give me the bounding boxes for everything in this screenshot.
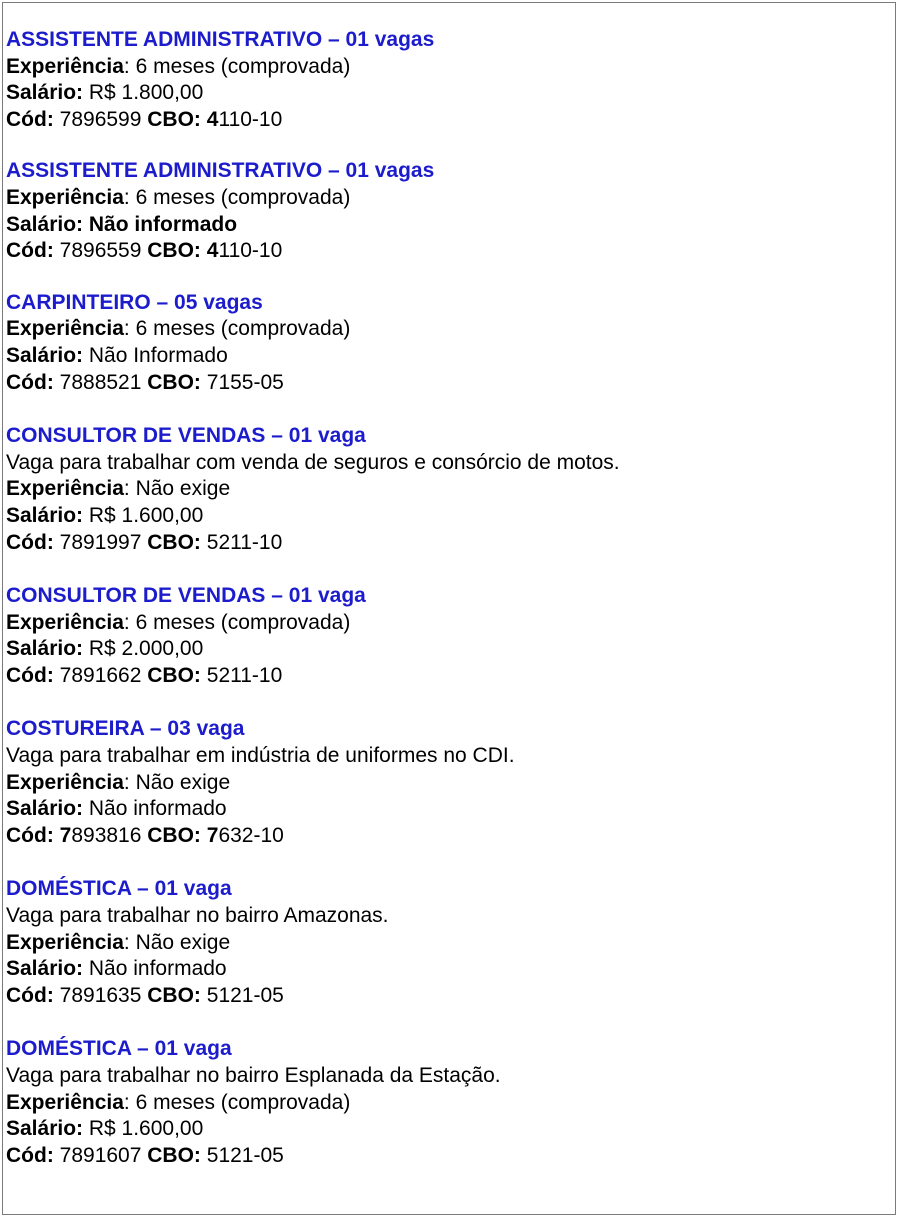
job-code [6,983,886,1010]
job-salary [6,343,886,370]
cbo-value: 110-10 [218,239,283,263]
cbo-label: CBO: [147,823,207,847]
salary-label: Salário: [6,81,84,105]
cbo-value: 632-10 [218,823,284,847]
salary-value: R$ 1.600,00 [83,503,204,527]
salary-value: R$ 1.800,00 [83,81,204,105]
cbo-label: CBO: [147,107,207,131]
job-salary [6,636,886,663]
job-title: DOMÉSTICA – 01 vaga [6,877,232,901]
job-entry [6,158,886,264]
salary-label: Salário: [6,503,84,527]
job-description: Vaga para trabalhar com venda de seguros e consórcio de motos. [6,450,620,474]
job-experience [6,1090,886,1117]
job-code [6,1143,886,1170]
cbo-value: 5121-05 [200,1143,284,1167]
job-description: Vaga para trabalhar no bairro Esplanada da Estação. [6,1064,501,1087]
salary-value: Não Informado [83,343,228,367]
job-experience [6,185,886,212]
job-salary [6,796,886,823]
job-experience [6,930,886,957]
cod-label: Cód: [6,107,54,131]
cod-value: 7896599 [53,107,148,131]
cod-label: Cód: [6,663,54,687]
cod-value: 7891662 [53,663,148,687]
cod-value: 7891635 [53,983,148,1007]
cbo-value-emphasis: 4 [206,107,219,131]
salary-value: R$ 1.600,00 [83,1117,204,1141]
salary-value: Não informado [83,212,238,236]
job-salary [6,80,886,107]
experience-label: Experiência [6,770,124,794]
job-salary [6,1116,886,1143]
cod-value: 893816 [71,823,148,847]
salary-value: R$ 2.000,00 [83,637,204,661]
job-entry [6,423,886,556]
experience-value: : Não exige [123,930,231,954]
salary-label: Salário: [6,797,84,821]
cod-label: Cód: [6,823,60,847]
cbo-value: 5211-10 [200,663,283,687]
job-entry [6,716,886,849]
job-entry [6,290,886,396]
cbo-value-emphasis: 4 [206,239,219,263]
job-experience [6,316,886,343]
job-salary [6,503,886,530]
cod-value: 7891607 [53,1143,148,1167]
salary-label: Salário: [6,1117,84,1141]
job-experience [6,476,886,503]
salary-value: Não informado [83,957,227,981]
job-title: CONSULTOR DE VENDAS – 01 vaga [6,424,366,448]
job-code [6,823,886,850]
job-experience [6,610,886,637]
job-title: ASSISTENTE ADMINISTRATIVO – 01 vagas [6,159,435,183]
job-code [6,663,886,690]
cod-value: 7896559 [53,239,148,263]
cod-label: Cód: [6,983,54,1007]
job-entry [6,583,886,689]
experience-value: : 6 meses (comprovada) [123,317,351,341]
salary-label: Salário: [6,343,84,367]
job-title: CARPINTEIRO – 05 vagas [6,290,263,314]
cbo-label: CBO: [147,983,201,1007]
cod-value: 7891997 [53,530,148,554]
experience-label: Experiência [6,477,124,501]
job-experience [6,54,886,81]
job-title: ASSISTENTE ADMINISTRATIVO – 01 vagas [6,28,435,51]
cod-label: Cód: [6,239,54,263]
job-salary [6,956,886,983]
job-experience [6,770,886,797]
cbo-label: CBO: [147,370,201,394]
cbo-value: 7155-05 [200,370,284,394]
cbo-value: 110-10 [218,107,283,131]
cod-value-emphasis: 7 [59,823,72,847]
job-title: DOMÉSTICA – 01 vaga [6,1037,232,1061]
experience-label: Experiência [6,54,124,78]
experience-label: Experiência [6,317,124,341]
job-title: COSTUREIRA – 03 vaga [6,717,245,741]
experience-value: : 6 meses (comprovada) [123,54,351,78]
job-code [6,238,886,265]
cod-label: Cód: [6,1143,54,1167]
job-entry [6,1036,886,1169]
experience-value: : Não exige [123,477,231,501]
experience-value: : 6 meses (comprovada) [123,185,351,209]
job-entry [6,27,886,133]
cod-label: Cód: [6,370,54,394]
cbo-label: CBO: [147,663,201,687]
cbo-label: CBO: [147,1143,201,1167]
job-description: Vaga para trabalhar no bairro Amazonas. [6,904,389,928]
cod-label: Cód: [6,530,54,554]
experience-label: Experiência [6,610,124,634]
experience-value: : Não exige [123,770,231,794]
experience-label: Experiência [6,1090,124,1114]
cbo-label: CBO: [147,239,207,263]
cbo-value: 5211-10 [200,530,283,554]
job-description: Vaga para trabalhar em indústria de uniformes no CDI. [6,744,515,768]
cod-value: 7888521 [53,370,148,394]
experience-label: Experiência [6,185,124,209]
job-entry [6,876,886,1009]
experience-value: : 6 meses (comprovada) [123,610,351,634]
job-listings [6,27,886,1169]
salary-label: Salário: [6,212,84,236]
salary-label: Salário: [6,637,84,661]
job-code [6,530,886,557]
cbo-label: CBO: [147,530,201,554]
cbo-value-emphasis: 7 [206,823,219,847]
cbo-value: 5121-05 [200,983,284,1007]
job-code [6,370,886,397]
job-salary [6,212,886,239]
salary-value: Não informado [83,797,227,821]
experience-label: Experiência [6,930,124,954]
job-code [6,107,886,134]
salary-label: Salário: [6,957,84,981]
experience-value: : 6 meses (comprovada) [123,1090,351,1114]
job-title: CONSULTOR DE VENDAS – 01 vaga [6,584,366,608]
